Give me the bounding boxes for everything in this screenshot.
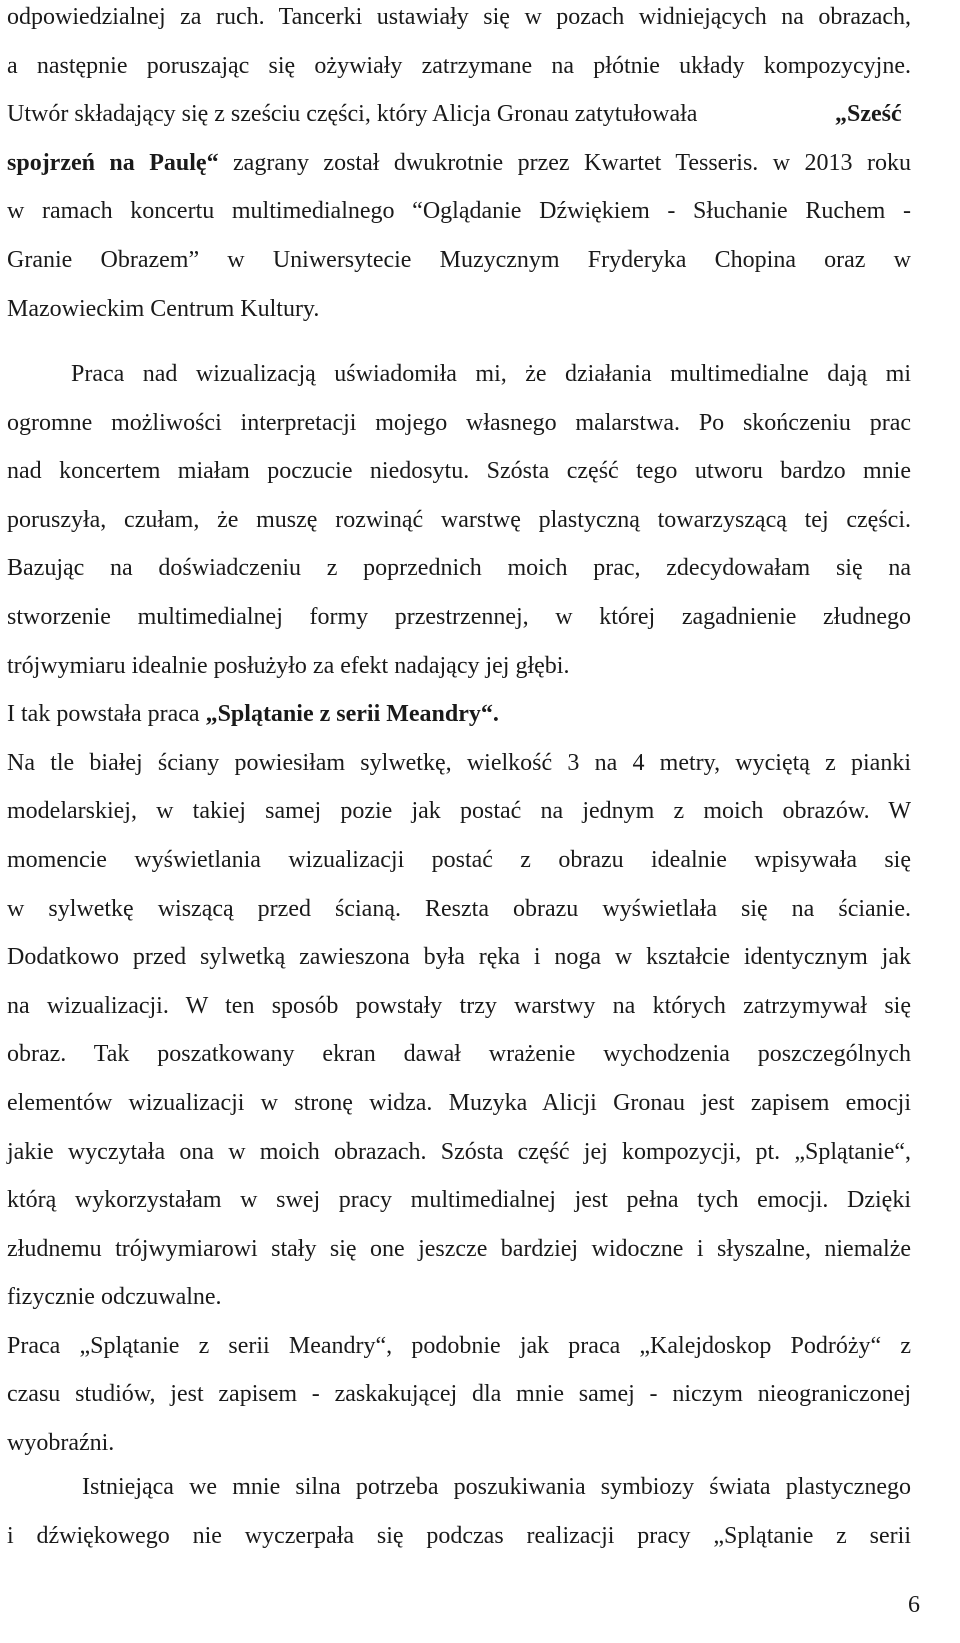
text-line: odpowiedzialnej za ruch. Tancerki ustawiały się w pozach widniejących na obrazach, xyxy=(7,4,911,30)
text-line: Praca „Splątanie z serii Meandry“, podobnie jak praca „Kalejdoskop Podróży“ z xyxy=(7,1332,911,1359)
text-line: wyobraźni. xyxy=(7,1430,115,1457)
text-line: Na tle białej ściany powiesiłam sylwetkę, wielkość 3 na 4 metry, wyciętą z pianki xyxy=(7,749,911,776)
text-line: momencie wyświetlania wizualizacji postać z obrazu idealnie wpisywała się xyxy=(7,846,911,873)
text-line: jakie wyczytała ona w moich obrazach. Szósta część jej kompozycji, pt. „Splątanie“, xyxy=(7,1138,911,1165)
text-line: na wizualizacji. W ten sposób powstały trzy warstwy na których zatrzymywał się xyxy=(7,992,911,1019)
paragraph-2 xyxy=(7,350,911,1468)
page-number: 6 xyxy=(908,1592,920,1618)
text-line xyxy=(7,690,911,739)
text-line: poruszyła, czułam, że muszę rozwinąć warstwę plastyczną towarzyszącą tej części. xyxy=(7,506,911,533)
text-line: elementów wizualizacji w stronę widza. Muzyka Alicji Gronau jest zapisem emocji xyxy=(7,1089,911,1116)
text-line: fizycznie odczuwalne. xyxy=(7,1284,222,1311)
bold-title: „Splątanie z serii Meandry“. xyxy=(205,701,499,728)
text-line: Bazując na doświadczeniu z poprzednich moich prac, zdecydowałam się na xyxy=(7,555,911,582)
text-line: Granie Obrazem” w Uniwersytecie Muzycznym Fryderyka Chopina oraz w xyxy=(7,246,911,273)
text-span: I tak powstała praca xyxy=(7,701,206,728)
text-line: stworzenie multimedialnej formy przestrzennej, w której zagadnienie złudnego xyxy=(7,603,911,630)
text-line: Dodatkowo przed sylwetką zawieszona była ręka i noga w kształcie identycznym jak xyxy=(7,944,911,971)
bold-title: „Sześć xyxy=(835,101,902,128)
text-line: Istniejąca we mnie silna potrzeba poszukiwania symbiozy świata plastycznego xyxy=(82,1474,911,1500)
text-line: obraz. Tak poszatkowany ekran dawał wrażenie wychodzenia poszczególnych xyxy=(7,1041,911,1068)
text-line: Mazowieckim Centrum Kultury. xyxy=(7,295,320,322)
bold-title: spojrzeń na Paulę“ xyxy=(7,149,219,176)
text-line: czasu studiów, jest zapisem - zaskakującej dla mnie samej - niczym nieograniczonej xyxy=(7,1381,911,1408)
text-line: a następnie poruszając się ożywiały zatrzymane na płótnie układy kompozycyjne. xyxy=(7,52,911,79)
text-line: modelarskiej, w takiej samej pozie jak postać na jednym z moich obrazów. W xyxy=(7,798,911,825)
text-line: w sylwetkę wiszącą przed ścianą. Reszta obrazu wyświetlała się na ścianie. xyxy=(7,895,911,922)
text-line: Praca nad wizualizacją uświadomiła mi, że działania multimedialne dają mi xyxy=(71,361,911,387)
text-line: trójwymiaru idealnie posłużyło za efekt nadający jej głębi. xyxy=(7,652,570,679)
paragraph-3 xyxy=(7,1463,911,1560)
text-line: którą wykorzystałam w swej pracy multimedialnej jest pełna tych emocji. Dzięki xyxy=(7,1187,911,1214)
text-line: złudnemu trójwymiarowi stały się one jeszcze bardziej widoczne i słyszalne, niemalże xyxy=(7,1235,911,1262)
text-line: Utwór składający się z sześciu części, który Alicja Gronau zatytułowała xyxy=(7,101,698,128)
text-line: w ramach koncertu multimedialnego “Oglądanie Dźwiękiem - Słuchanie Ruchem - xyxy=(7,198,911,225)
text-span: zagrany został dwukrotnie przez Kwartet Tesseris. w 2013 roku xyxy=(218,149,911,176)
text-line: i dźwiękowego nie wyczerpała się podczas realizacji pracy „Splątanie z serii xyxy=(7,1522,911,1549)
text-line: ogromne możliwości interpretacji mojego własnego malarstwa. Po skończeniu prac xyxy=(7,409,911,436)
text-line: nad koncertem miałam poczucie niedosytu. Szósta część tego utworu bardzo mnie xyxy=(7,458,911,485)
paragraph-1 xyxy=(7,0,911,333)
